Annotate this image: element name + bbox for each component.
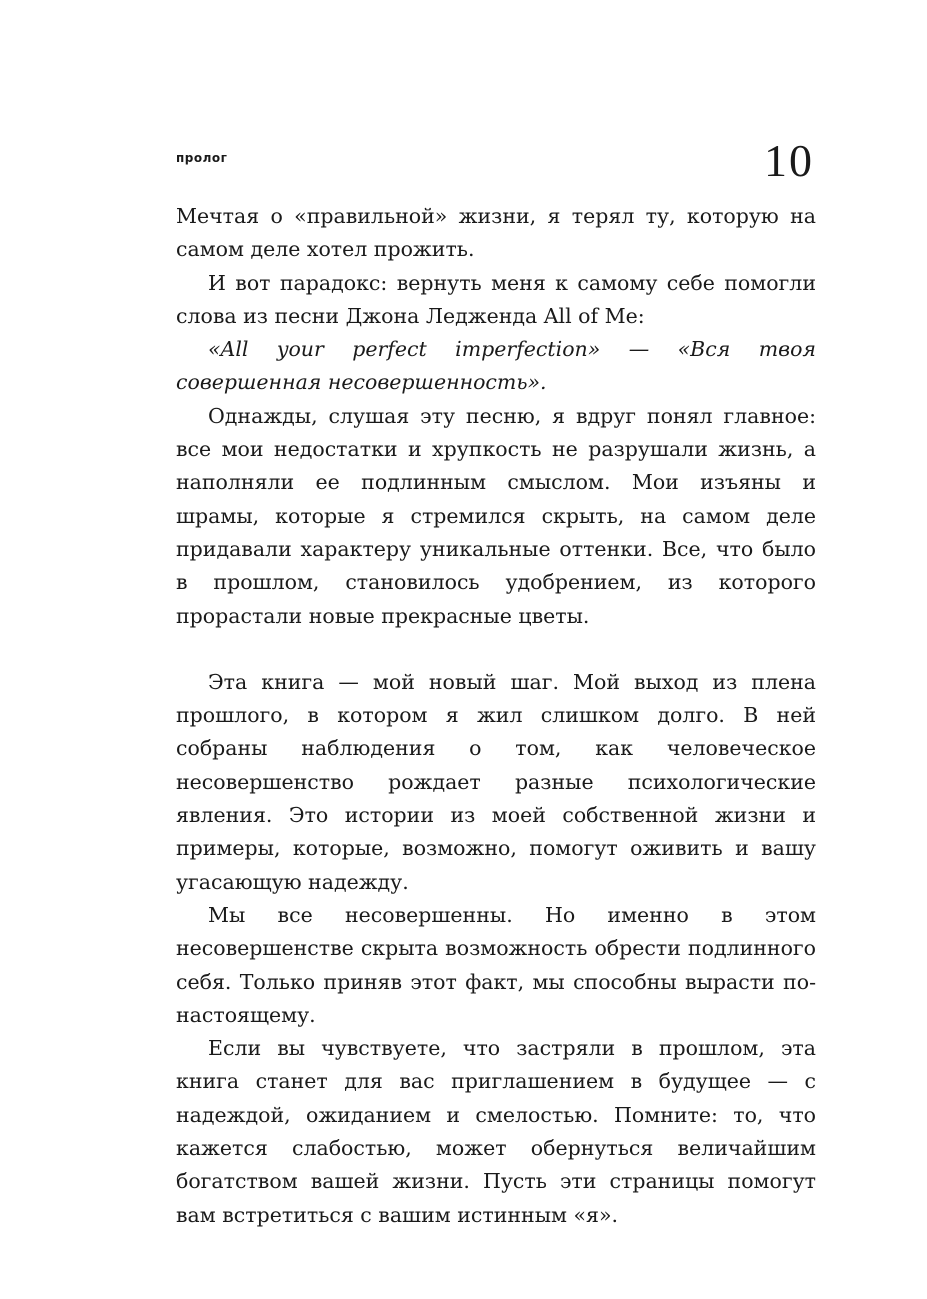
paragraph-3: Однажды, слушая эту песню, я вдруг понял главное: все мои недостатки и хрупкость не разрушали жизнь, а наполняли ее подлинным смыслом. Мои изъяны и шрамы, которые я стремился скрыть, на самом деле придавали характеру уникальные оттенки. Все, что было в прошлом, становилось удобрением, из которого прорастали новые прекрасные цветы. (176, 403, 816, 628)
running-head-section-title: пролог (176, 151, 228, 165)
paragraph-6: Если вы чувствуете, что застряли в прошлом, эта книга станет для вас приглашением в будущее — с надеждой, ожиданием и смелостью. Помните: то, что кажется слабостью, может обернуться величайшим богатством вашей жизни. Пусть эти страницы помогут вам встретиться с вашим истинным «я». (176, 1036, 816, 1227)
paragraph-1: Мечтая о «правильной» жизни, я терял ту, которую на самом деле хотел прожить. (176, 204, 816, 262)
page-number: 10 (764, 135, 814, 186)
section-break (176, 633, 816, 666)
song-quote: «All your perfect imperfection» — «Вся твоя совершенная несовершенность». (176, 337, 816, 395)
body-text (176, 200, 816, 1232)
paragraph-5: Мы все несовершенны. Но именно в этом несовершенстве скрыта возможность обрести подлинного себя. Только приняв этот факт, мы способны вырасти по-настоящему. (176, 902, 816, 1027)
paragraph-4: Эта книга — мой новый шаг. Мой выход из плена прошлого, в котором я жил слишком долго. В ней собраны наблюдения о том, как человеческое несовершенство рождает разные психологические явления. Это истории из моей собственной жизни и примеры, которые, возможно, помогут оживить и вашу угасающую надежду. (176, 669, 816, 894)
paragraph-2: И вот парадокс: вернуть меня к самому себе помогли слова из песни Джона Ледженда All of Me: (176, 270, 816, 328)
